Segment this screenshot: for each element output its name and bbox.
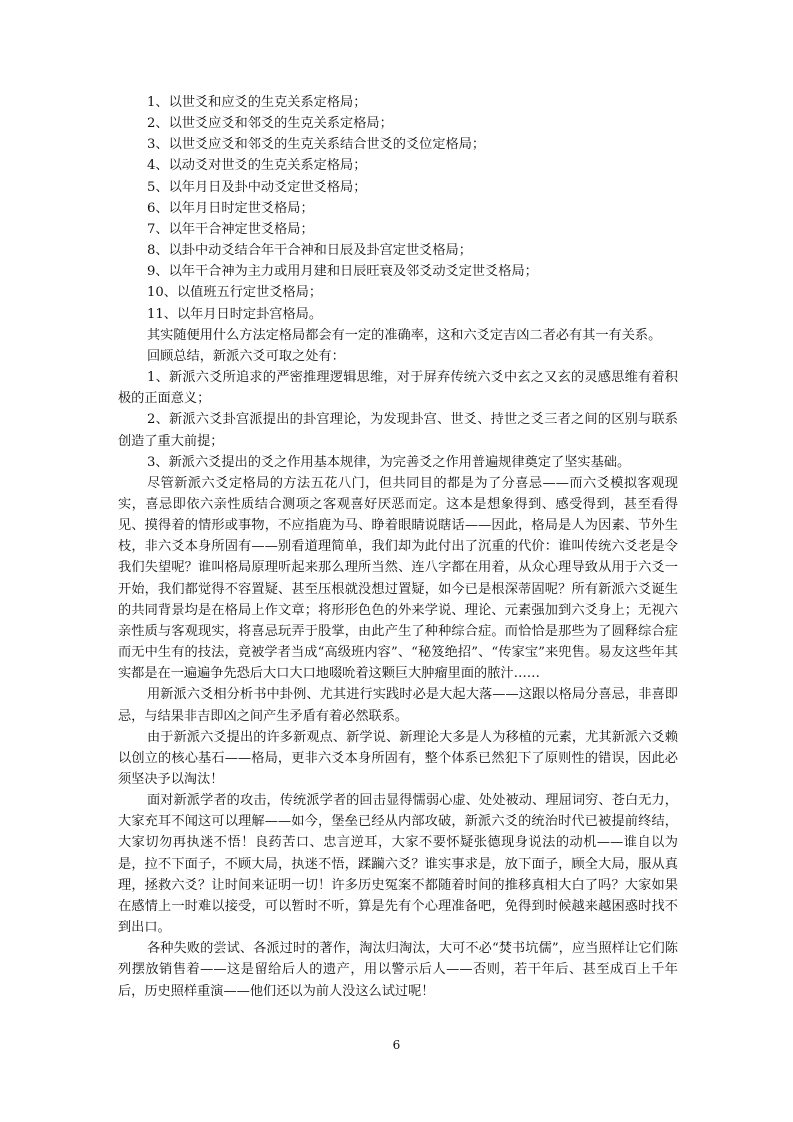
list-item: 9、以年干合神为主力或用月建和日辰旺衰及邻爻动爻定世爻格局； <box>147 264 538 280</box>
list-item: 10、以值班五行定世爻格局； <box>147 285 323 301</box>
list-item: 5、以年月日及卦中动爻定世爻格局； <box>147 179 367 195</box>
merit-point-3: 3、新派六爻提出的爻之作用基本规律，为完善爻之作用普遍规律奠定了坚实基础。 <box>147 454 631 470</box>
list-item: 11、以年月日时定卦宫格局。 <box>147 306 323 322</box>
merit-point-2: 2、新派六爻卦宫派提出的卦宫理论，为发现卦宫、世爻、持世之爻三者之间的区别与联系创造了重大前提； <box>118 412 678 449</box>
list-item: 7、以年干合神定世爻格局； <box>147 221 314 237</box>
merit-point-1: 1、新派六爻所追求的严密推理逻辑思维，对于屏弃传统六爻中玄之又玄的灵感思维有着积极的正面意义； <box>118 370 678 407</box>
list-item: 4、以动爻对世爻的生克关系定格局； <box>147 158 367 174</box>
body-paragraph: 各种失败的尝试、各派过时的著作，淘汰归淘汰，大可不必“焚书坑儒”，应当照样让它们陈列摆放销售着——这是留给后人的遗产，用以警示后人——否则，若干年后、甚至成百上千年后，历史照样重演——他们还以为前人没这么试过呢！ <box>118 941 678 999</box>
list-item: 1、以世爻和应爻的生克关系定格局； <box>147 95 367 110</box>
list-item: 2、以世爻应爻和邻爻的生克关系定格局； <box>147 116 393 132</box>
document-body <box>118 92 678 1002</box>
summary-sentence: 其实随便用什么方法定格局都会有一定的准确率，这和六爻定吉凶二者必有其一有关系。 <box>147 327 662 343</box>
review-heading: 回顾总结，新派六爻可取之处有： <box>147 348 345 364</box>
page-number: 6 <box>392 1038 401 1052</box>
list-item: 8、以卦中动爻结合年干合神和日辰及卦宫定世爻格局； <box>147 243 472 259</box>
body-paragraph: 面对新派学者的攻击，传统派学者的回击显得懦弱心虚、处处被动、理屈词穷、苍白无力，大家充耳不闻这可以理解——如今，堡垒已经从内部攻破，新派六爻的统治时代已被提前终结，大家切勿再执迷不悟！良药苦口、忠言逆耳，大家不要怀疑张德现身说法的动机——谁自以为是，拉不下面子，不顾大局，执迷不悟，蹂躏六爻？谁实事求是，放下面子，顾全大局，服从真理，拯救六爻？让时间来证明一切！许多历史冤案不都随着时间的推移真相大白了吗？大家如果在感情上一时难以接受，可以暂时不听，算是先有个心理准备吧，免得到时候越来越困惑时找不到出口。 <box>118 793 678 936</box>
list-item: 3、以世爻应爻和邻爻的生克关系结合世爻的爻位定格局； <box>147 137 486 153</box>
body-paragraph: 由于新派六爻提出的许多新观点、新学说、新理论大多是人为移植的元素，尤其新派六爻赖以创立的核心基石——格局，更非六爻本身所固有，整个体系已然犯下了原则性的错误，因此必须坚决予以淘汰！ <box>118 729 678 787</box>
list-item: 6、以年月日时定世爻格局； <box>147 200 314 216</box>
body-paragraph: 用新派六爻相分析书中卦例、尤其进行实践时必是大起大落——这跟以格局分喜忌，非喜即忌，与结果非吉即凶之间产生矛盾有着必然联系。 <box>118 687 678 724</box>
body-paragraph: 尽管新派六爻定格局的方法五花八门，但共同目的都是为了分喜忌——而六爻模拟客观现实，喜忌即依六亲性质结合测项之客观喜好厌恶而定。这本是想象得到、感受得到，甚至看得见、摸得着的情形或事物，不应指鹿为马、睁着眼睛说瞎话——因此，格局是人为因素、节外生枝，非六爻本身所固有——别看道理简单，我们却为此付出了沉重的代价：谁叫传统六爻老是令我们失望呢？谁叫格局原理听起来那么理所当然、连八字都在用着，从众心理导致从用于六爻一开始，我们都觉得不容置疑、甚至压根就没想过置疑，如今已是根深蒂固呢？所有新派六爻诞生的共同背景均是在格局上作文章；将形形色色的外来学说、理论、元素强加到六爻身上；无视六亲性质与客观现实，将喜忌玩弄于股掌，由此产生了种种综合症。而恰恰是那些为了圆释综合症而无中生有的技法，竟被学者当成“高级班内容”、“秘笈绝招”、“传家宝”来兜售。易友这些年其实都是在一遍遍争先恐后大口大口地啜吮着这颗巨大肿瘤里面的脓汁…… <box>118 475 678 682</box>
